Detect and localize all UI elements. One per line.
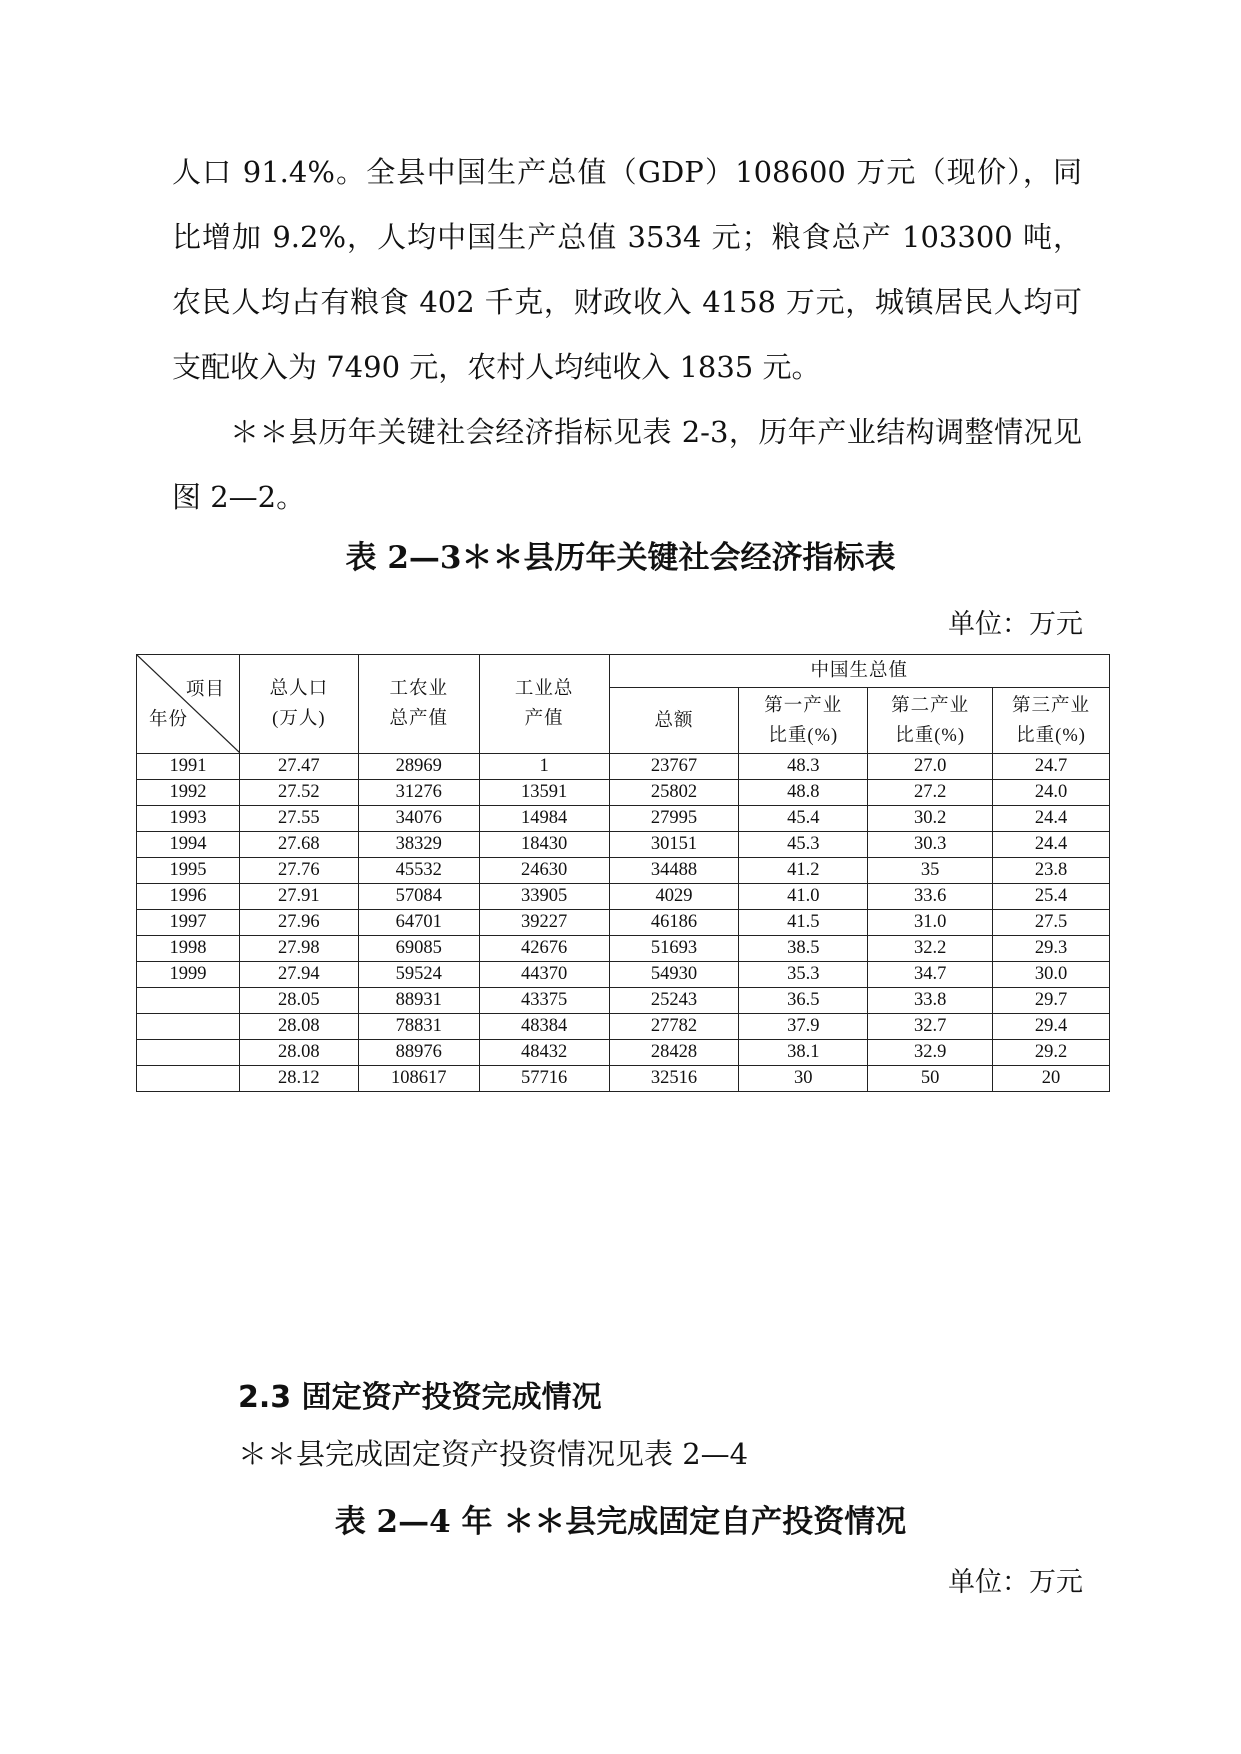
- table-row: [137, 858, 1110, 884]
- table-cell: 38.5: [739, 936, 868, 962]
- table-cell: 1999: [137, 962, 240, 988]
- table-cell: 27.47: [239, 754, 358, 780]
- table-cell: 45532: [358, 858, 479, 884]
- table-cell: 27.0: [868, 754, 993, 780]
- table-cell: 25802: [609, 780, 739, 806]
- header-tertiary-share: 第三产业 比重(%): [993, 688, 1110, 754]
- table-cell: 41.0: [739, 884, 868, 910]
- table-cell: 27.91: [239, 884, 358, 910]
- intro-paragraph: 人口 91.4%。全县中国生产总值（GDP）108600 万元（现价），同比增加 9.2%，人均中国生产总值 3534 元；粮食总产 103300 吨，农民人均占有粮食 402 千克，财政收入 4158 万元，城镇居民人均可支配收入为 7490 元，农村人均纯收入 1835 元。: [172, 155, 1082, 384]
- table-cell: 27.52: [239, 780, 358, 806]
- table-cell: 38329: [358, 832, 479, 858]
- table-cell: [137, 1066, 240, 1092]
- table-cell: 1998: [137, 936, 240, 962]
- table2-unit: 单位：万元: [948, 1567, 1083, 1598]
- table-cell: 44370: [479, 962, 609, 988]
- table-cell: 30.3: [868, 832, 993, 858]
- table-cell: 32.2: [868, 936, 993, 962]
- table-cell: 27782: [609, 1014, 739, 1040]
- table-cell: 24.7: [993, 754, 1110, 780]
- table-cell: 28.08: [239, 1014, 358, 1040]
- header-secondary-share: 第二产业 比重(%): [868, 688, 993, 754]
- table-cell: 28.08: [239, 1040, 358, 1066]
- reference-paragraph: ＊＊县历年关键社会经济指标见表 2-3，历年产业结构调整情况见图 2—2。: [172, 415, 1082, 514]
- table-cell: 1991: [137, 754, 240, 780]
- table-cell: 24.4: [993, 832, 1110, 858]
- table-cell: 28.05: [239, 988, 358, 1014]
- table-cell: 48432: [479, 1040, 609, 1066]
- table-cell: 1995: [137, 858, 240, 884]
- table-cell: 54930: [609, 962, 739, 988]
- table-cell: 27.55: [239, 806, 358, 832]
- table-cell: [137, 1040, 240, 1066]
- table-cell: 37.9: [739, 1014, 868, 1040]
- table-cell: 39227: [479, 910, 609, 936]
- table-cell: 48384: [479, 1014, 609, 1040]
- table-cell: 4029: [609, 884, 739, 910]
- table-cell: 34.7: [868, 962, 993, 988]
- table-cell: 78831: [358, 1014, 479, 1040]
- table-cell: 48.8: [739, 780, 868, 806]
- table-cell: 45.4: [739, 806, 868, 832]
- table-cell: 14984: [479, 806, 609, 832]
- table-cell: 18430: [479, 832, 609, 858]
- table-cell: 29.7: [993, 988, 1110, 1014]
- table-cell: 24.4: [993, 806, 1110, 832]
- table-cell: 35: [868, 858, 993, 884]
- section-heading: 2.3 固定资产投资完成情况: [238, 1380, 602, 1415]
- table-cell: [137, 1014, 240, 1040]
- table-cell: 108617: [358, 1066, 479, 1092]
- table-cell: 1992: [137, 780, 240, 806]
- table-cell: 29.4: [993, 1014, 1110, 1040]
- table-row: [137, 754, 1110, 780]
- table-cell: 23.8: [993, 858, 1110, 884]
- table-cell: 48.3: [739, 754, 868, 780]
- table-cell: 28.12: [239, 1066, 358, 1092]
- table-cell: 41.5: [739, 910, 868, 936]
- header-population: 总人口 (万人): [239, 655, 358, 754]
- table-cell: 42676: [479, 936, 609, 962]
- table-cell: 35.3: [739, 962, 868, 988]
- table-cell: 29.2: [993, 1040, 1110, 1066]
- table-row: [137, 936, 1110, 962]
- table-cell: 34488: [609, 858, 739, 884]
- table-cell: 1997: [137, 910, 240, 936]
- table-cell: 88976: [358, 1040, 479, 1066]
- table-cell: 32.9: [868, 1040, 993, 1066]
- header-item-label: 项目: [185, 680, 225, 700]
- table-cell: 57084: [358, 884, 479, 910]
- table-cell: 23767: [609, 754, 739, 780]
- table-cell: 51693: [609, 936, 739, 962]
- table-cell: [137, 988, 240, 1014]
- table-cell: 88931: [358, 988, 479, 1014]
- table-cell: 41.2: [739, 858, 868, 884]
- table-cell: 69085: [358, 936, 479, 962]
- table-cell: 27.76: [239, 858, 358, 884]
- table-cell: 25.4: [993, 884, 1110, 910]
- table-cell: 20: [993, 1066, 1110, 1092]
- table-cell: 27.94: [239, 962, 358, 988]
- table-cell: 30: [739, 1066, 868, 1092]
- table-cell: 1993: [137, 806, 240, 832]
- table-cell: 1996: [137, 884, 240, 910]
- header-industrial-output: 工业总 产值: [479, 655, 609, 754]
- table-row: [137, 884, 1110, 910]
- header-gdp-total: 总额: [609, 688, 739, 754]
- table-cell: 64701: [358, 910, 479, 936]
- table-cell: 46186: [609, 910, 739, 936]
- table-cell: 27.68: [239, 832, 358, 858]
- table-cell: 27.2: [868, 780, 993, 806]
- table-row: [137, 910, 1110, 936]
- table-row: [137, 780, 1110, 806]
- table2-title: 表 2—4 年 ＊＊县完成固定自产投资情况: [334, 1504, 907, 1540]
- table-cell: 28428: [609, 1040, 739, 1066]
- table-cell: 27.98: [239, 936, 358, 962]
- table-cell: 38.1: [739, 1040, 868, 1066]
- table-cell: 43375: [479, 988, 609, 1014]
- table-cell: 32516: [609, 1066, 739, 1092]
- table-cell: 13591: [479, 780, 609, 806]
- table1-title: 表 2—3＊＊县历年关键社会经济指标表: [345, 540, 896, 576]
- diagonal-header-cell: [137, 655, 240, 754]
- table-cell: 29.3: [993, 936, 1110, 962]
- table-cell: 31276: [358, 780, 479, 806]
- table-cell: 31.0: [868, 910, 993, 936]
- header-year-label: 年份: [149, 710, 189, 730]
- table-cell: 1994: [137, 832, 240, 858]
- table-row: [137, 806, 1110, 832]
- table-cell: 33905: [479, 884, 609, 910]
- table-cell: 1: [479, 754, 609, 780]
- header-agri-industrial-output: 工农业 总产值: [358, 655, 479, 754]
- table-cell: 50: [868, 1066, 993, 1092]
- economic-indicators-table: [136, 654, 1110, 1092]
- table-cell: 33.8: [868, 988, 993, 1014]
- table-row: [137, 988, 1110, 1014]
- table-cell: 45.3: [739, 832, 868, 858]
- table-cell: 30151: [609, 832, 739, 858]
- table-row: [137, 1040, 1110, 1066]
- table-row: [137, 1066, 1110, 1092]
- table-cell: 59524: [358, 962, 479, 988]
- table1-unit: 单位：万元: [948, 609, 1083, 640]
- table-row: [137, 962, 1110, 988]
- header-gdp-group: 中国生总值: [609, 655, 1109, 688]
- table-cell: 57716: [479, 1066, 609, 1092]
- table-cell: 24.0: [993, 780, 1110, 806]
- table-cell: 27.5: [993, 910, 1110, 936]
- table-cell: 30.2: [868, 806, 993, 832]
- table-cell: 28969: [358, 754, 479, 780]
- table-cell: 36.5: [739, 988, 868, 1014]
- table-cell: 25243: [609, 988, 739, 1014]
- table-cell: 27.96: [239, 910, 358, 936]
- table-row: [137, 1014, 1110, 1040]
- table-cell: 24630: [479, 858, 609, 884]
- header-primary-share: 第一产业 比重(%): [739, 688, 868, 754]
- table-row: [137, 832, 1110, 858]
- table-cell: 32.7: [868, 1014, 993, 1040]
- table-cell: 27995: [609, 806, 739, 832]
- table-body: [137, 754, 1110, 1092]
- table-cell: 30.0: [993, 962, 1110, 988]
- table-cell: 34076: [358, 806, 479, 832]
- table-cell: 33.6: [868, 884, 993, 910]
- section-text: ＊＊县完成固定资产投资情况见表 2—4: [238, 1437, 749, 1471]
